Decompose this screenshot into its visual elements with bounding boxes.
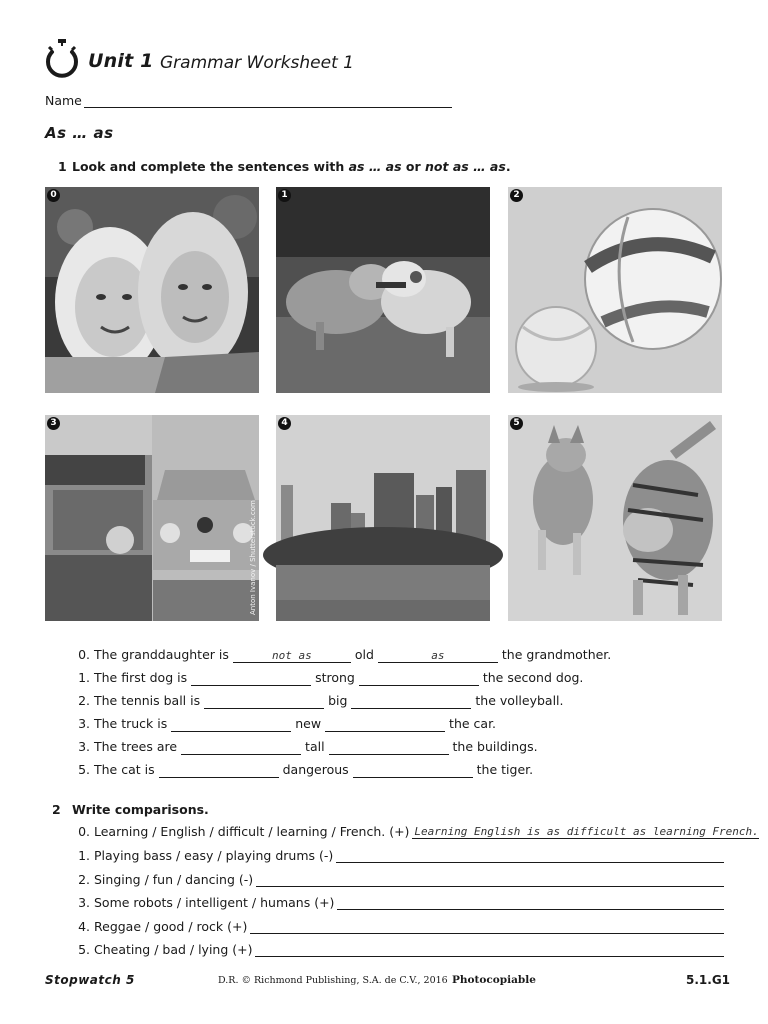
comparison-answer-line[interactable] xyxy=(256,872,724,887)
answer-blank[interactable] xyxy=(159,763,279,778)
comparison-cue: Cheating / bad / lying (+) xyxy=(94,942,253,957)
sentence-item xyxy=(74,762,533,778)
comparison-answer-line[interactable] xyxy=(255,942,724,957)
comparison-number: 5. xyxy=(78,942,90,957)
photo-badge: 2 xyxy=(510,189,523,202)
copyright-text: D.R. © Richmond Publishing, S.A. de C.V., 2016 xyxy=(218,975,448,986)
park-and-buildings-photo-icon xyxy=(276,415,490,621)
photo-grandmother-granddaughter xyxy=(45,187,259,393)
answer-blank[interactable] xyxy=(353,763,473,778)
answer-blank[interactable]: not as xyxy=(233,648,351,663)
worksheet-code: 5.1.G1 xyxy=(686,973,731,987)
sentence-item xyxy=(74,670,583,686)
sentence-item xyxy=(74,647,611,663)
sentence-end: the grandmother. xyxy=(501,647,612,662)
cat-and-tiger-photo-icon xyxy=(508,415,722,621)
instruction-part: or xyxy=(401,159,426,174)
answer-blank[interactable] xyxy=(191,671,311,686)
two-dogs-tug-photo-icon xyxy=(276,187,490,393)
comparison-cue: Learning / English / difficult / learning / French. (+) xyxy=(94,824,410,839)
answer-blank[interactable] xyxy=(204,694,324,709)
comparison-answer-line[interactable]: Learning English is as difficult as learning French. xyxy=(414,825,759,838)
comparison-item xyxy=(74,919,724,935)
photo-balls xyxy=(508,187,722,393)
sentence-end: the buildings. xyxy=(452,739,538,754)
comparison-cue: Singing / fun / dancing (-) xyxy=(94,872,254,887)
sentence-number: 3. xyxy=(78,739,90,754)
photocopiable-label: Photocopiable xyxy=(452,974,536,986)
comparison-item xyxy=(74,824,759,840)
answer-blank[interactable] xyxy=(325,717,445,732)
sentence-adjective: new xyxy=(295,716,322,731)
comparison-number: 0. xyxy=(78,824,90,839)
sentence-item xyxy=(74,739,538,755)
comparison-number: 3. xyxy=(78,895,90,910)
photo-two-dogs xyxy=(276,187,490,393)
answer-blank[interactable] xyxy=(329,740,449,755)
worksheet-title: Grammar Worksheet 1 xyxy=(160,53,354,73)
instruction-part: . xyxy=(505,159,511,174)
comparison-item xyxy=(74,942,724,958)
sentence-number: 2. xyxy=(78,693,90,708)
sentence-number: 1. xyxy=(78,670,90,685)
answer-blank[interactable]: as xyxy=(378,648,498,663)
grandmother-granddaughter-photo-icon xyxy=(45,187,259,393)
stopwatch-icon xyxy=(44,38,80,80)
sentence-item xyxy=(74,716,496,732)
sentence-start: The cat is xyxy=(94,762,155,777)
comparison-item xyxy=(74,895,724,911)
sentence-adjective: dangerous xyxy=(282,762,349,777)
name-field[interactable] xyxy=(84,107,452,108)
comparison-cue: Reggae / good / rock (+) xyxy=(94,919,248,934)
sentence-item xyxy=(74,693,564,709)
volleyball-tennisball-photo-icon xyxy=(508,187,722,393)
sentence-end: the car. xyxy=(449,716,497,731)
comparison-number: 4. xyxy=(78,919,90,934)
exercise-2-instruction: Write comparisons. xyxy=(72,802,209,817)
section-heading: As … as xyxy=(45,124,114,142)
comparison-answer-line[interactable] xyxy=(337,895,724,910)
sentence-end: the tiger. xyxy=(476,762,534,777)
name-label: Name xyxy=(45,93,82,108)
sentence-end: the second dog. xyxy=(482,670,584,685)
photo-badge: 0 xyxy=(47,189,60,202)
instruction-part-italic: as … as xyxy=(348,159,402,174)
instruction-part: Look and complete the sentences with xyxy=(72,159,349,174)
sentence-start: The first dog is xyxy=(94,670,188,685)
photo-badge: 3 xyxy=(47,417,60,430)
photo-badge: 1 xyxy=(278,189,291,202)
sentence-number: 5. xyxy=(78,762,90,777)
answer-blank[interactable] xyxy=(171,717,291,732)
comparison-number: 1. xyxy=(78,848,90,863)
unit-title: Unit 1 xyxy=(88,50,154,72)
sentence-number: 0. xyxy=(78,647,90,662)
comparison-item xyxy=(74,848,724,864)
comparison-answer-line[interactable] xyxy=(250,919,724,934)
photo-cat-tiger xyxy=(508,415,722,621)
comparison-cue: Playing bass / easy / playing drums (-) xyxy=(94,848,334,863)
exercise-1-number: 1 xyxy=(58,159,67,174)
instruction-part-italic: not as … as xyxy=(425,159,506,174)
comparison-cue: Some robots / intelligent / humans (+) xyxy=(94,895,335,910)
photo-credit: Anton Ivanov / Shutterstock.com xyxy=(249,500,257,615)
answer-blank[interactable] xyxy=(359,671,479,686)
sentence-adjective: tall xyxy=(305,739,325,754)
comparison-item xyxy=(74,872,724,888)
photo-park-buildings xyxy=(276,415,490,621)
sentence-end: the volleyball. xyxy=(475,693,564,708)
photo-badge: 5 xyxy=(510,417,523,430)
sentence-adjective: old xyxy=(354,647,374,662)
photo-badge: 4 xyxy=(278,417,291,430)
comparison-answer-line[interactable] xyxy=(336,848,724,863)
exercise-2-number: 2 xyxy=(52,802,61,817)
answer-blank[interactable] xyxy=(181,740,301,755)
sentence-adjective: big xyxy=(328,693,348,708)
answer-blank[interactable] xyxy=(351,694,471,709)
photo-truck-car xyxy=(45,415,259,621)
exercise-1-instruction xyxy=(72,159,511,174)
sentence-start: The granddaughter is xyxy=(94,647,229,662)
sentence-start: The truck is xyxy=(94,716,168,731)
sentence-adjective: strong xyxy=(315,670,355,685)
old-truck-new-car-photo-icon xyxy=(45,415,259,621)
stopwatch-brand-logo: Stopwatch 5 xyxy=(45,973,135,987)
comparison-number: 2. xyxy=(78,872,90,887)
sentence-start: The tennis ball is xyxy=(94,693,201,708)
sentence-number: 3. xyxy=(78,716,90,731)
sentence-start: The trees are xyxy=(94,739,178,754)
